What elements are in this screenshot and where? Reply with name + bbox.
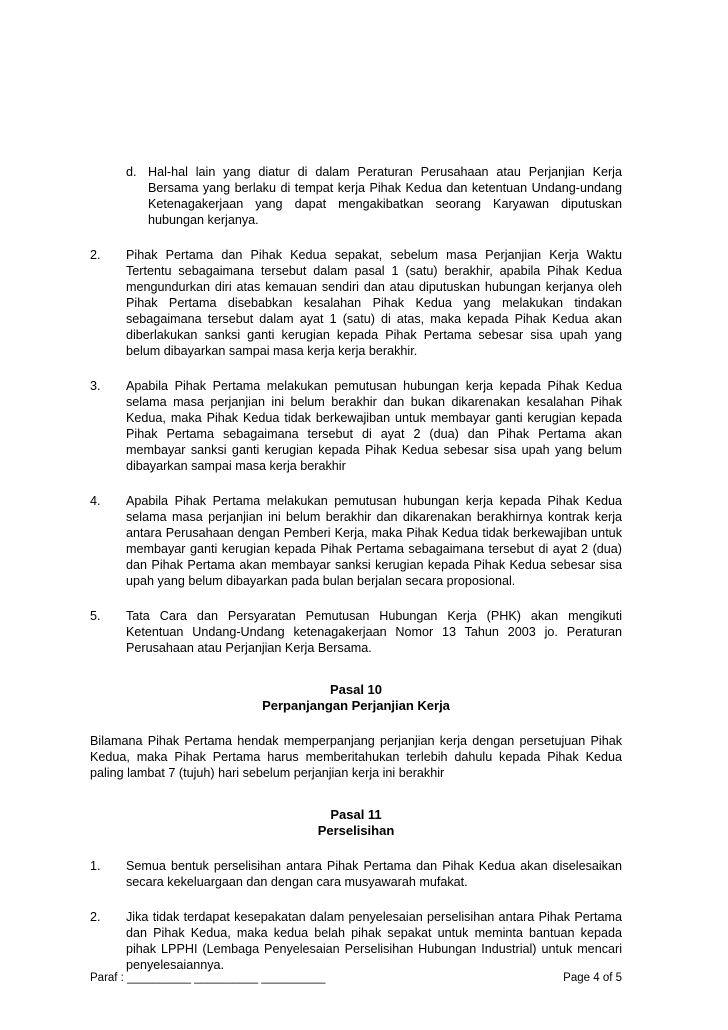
pasal-10-title: Perpanjangan Perjanjian Kerja [262, 698, 450, 713]
list-item-text: Apabila Pihak Pertama melakukan pemutusan hubungan kerja kepada Pihak Kedua selama masa perjanjian ini belum berakhir dan bukan dikarenakan kesalahan Pihak Kedua, maka Pihak Kedua tidak berkewajiban untuk membayar ganti kerugian kepada Pihak Pertama sebagaimana tersebut di ayat 2 (dua) dan Pihak Pertama akan membayar sanksi ganti kerugian kepada Pihak Kedua sebesar sisa upah yang belum dibayarkan sampai masa kerja berakhir [126, 379, 622, 473]
list-item-text: Tata Cara dan Persyaratan Pemutusan Hubungan Kerja (PHK) akan mengikuti Ketentuan Undang-Undang ketenagakerjaan Nomor 13 Tahun 2003 jo. Peraturan Perusahaan atau Perjanjian Kerja Bersama. [126, 609, 622, 655]
list-item-text: Jika tidak terdapat kesepakatan dalam penyelesaian perselisihan antara Pihak Pertama dan Pihak Kedua, maka kedua belah pihak sepakat untuk meminta bantuan kepada pihak LPPHI (Lembaga Penyelesaian Perselisihan Hubungan Industrial) untuk mencari penyelesaiannya. [126, 910, 622, 972]
list-marker: 5. [90, 609, 101, 623]
pasal-11-title: Perselisihan [317, 823, 395, 838]
list-item-text: Apabila Pihak Pertama melakukan pemutusan hubungan kerja kepada Pihak Kedua selama masa perjanjian ini belum berakhir dan dikarenakan berakhirnya kontrak kerja antara Perusahaan dengan Pemberi Kerja, maka Pihak Kedua tidak berkewajiban untuk membayar ganti kerugian kepada Pihak Pertama sebagaimana tersebut di ayat 2 (dua) dan Pihak Pertama akan membayar sanksi kerugian kepada Pihak Kedua sebesar sisa upah yang belum dibayarkan pada bulan berjalan secara proposional. [126, 494, 622, 588]
list-marker: 1. [90, 859, 101, 873]
pasal-10-number: Pasal 10 [329, 682, 383, 697]
list-item-text: Semua bentuk perselisihan antara Pihak Pertama dan Pihak Kedua akan diselesaikan secara kekeluargaan dan dengan cara musyawarah mufakat. [126, 859, 622, 889]
pasal-10-body: Bilamana Pihak Pertama hendak memperpanjang perjanjian kerja dengan persetujuan Pihak Kedua, maka Pihak Pertama harus memberitahukan terlebih dahulu kepada Pihak Kedua paling lambat 7 (tujuh) hari sebelum perjanjian kerja ini berakhir [90, 734, 622, 780]
pasal-11-item-2 [90, 909, 622, 973]
document-body [90, 164, 622, 973]
paraf-line: Paraf : __________ __________ __________ [90, 972, 326, 984]
list-marker: 2. [90, 910, 101, 924]
list-marker: 4. [90, 494, 101, 508]
list-item-3 [90, 378, 622, 474]
pasal-11-item-1 [90, 858, 622, 890]
page-footer [90, 971, 622, 985]
list-item-2 [90, 247, 622, 359]
list-item-4 [90, 493, 622, 589]
list-item-text: Pihak Pertama dan Pihak Kedua sepakat, sebelum masa Perjanjian Kerja Waktu Tertentu sebagaimana tersebut dalam pasal 1 (satu) berakhir, apabila Pihak Kedua mengundurkan diri atas kemauan sendiri dan atau diputuskan hubungan kerjanya oleh Pihak Pertama disebabkan kesalahan Pihak Kedua yang melakukan tindakan sebagaimana tersebut dalam ayat 1 (satu) di atas, maka kepada Pihak Kedua akan diberlakukan sanksi ganti kerugian kepada Pihak Pertama sebesar sisa upah yang belum dibayarkan sampai masa kerja kerja berakhir. [126, 248, 622, 358]
list-item-text: Hal-hal lain yang diatur di dalam Peraturan Perusahaan atau Perjanjian Kerja Bersama yang berlaku di tempat kerja Pihak Kedua dan ketentuan Undang-undang Ketenagakerjaan yang dapat mengakibatkan seorang Karyawan diputuskan hubungan kerjanya. [148, 165, 622, 227]
sub-item-d [90, 164, 622, 228]
list-item-5 [90, 608, 622, 656]
pasal-11-number: Pasal 11 [330, 807, 382, 822]
list-marker: 2. [90, 248, 101, 262]
list-marker: d. [126, 165, 137, 179]
page-number: Page 4 of 5 [563, 972, 622, 984]
list-marker: 3. [90, 379, 101, 393]
